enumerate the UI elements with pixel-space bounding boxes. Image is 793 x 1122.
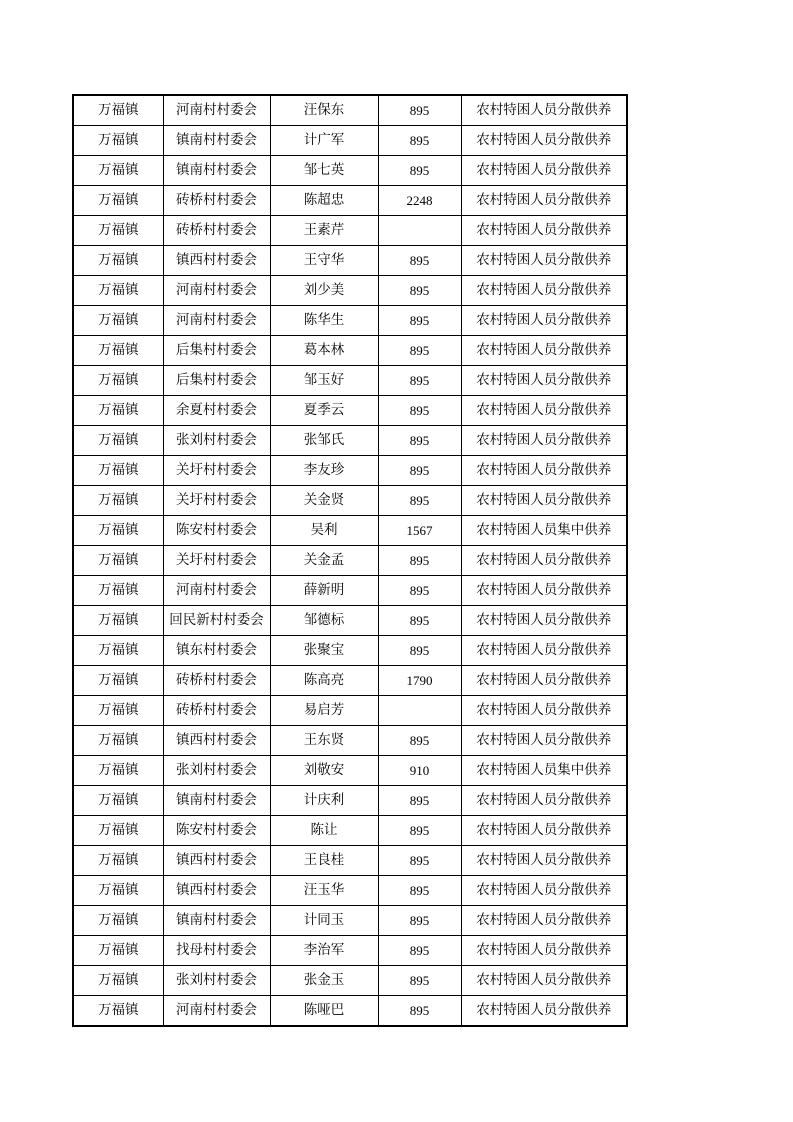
- village-cell: 镇西村村委会: [163, 246, 270, 276]
- table-row: [73, 366, 627, 396]
- category-cell: 农村特困人员分散供养: [461, 876, 627, 906]
- name-cell: 张金玉: [270, 966, 378, 996]
- table-row: [73, 156, 627, 186]
- amount-cell: [378, 216, 461, 246]
- category-cell: 农村特困人员分散供养: [461, 336, 627, 366]
- name-cell: 夏季云: [270, 396, 378, 426]
- category-cell: 农村特困人员分散供养: [461, 906, 627, 936]
- category-cell: 农村特困人员分散供养: [461, 426, 627, 456]
- name-cell: 刘敬安: [270, 756, 378, 786]
- table-row: [73, 456, 627, 486]
- name-cell: 计广军: [270, 126, 378, 156]
- relief-roster-body: [73, 95, 627, 1026]
- village-cell: 张刘村村委会: [163, 756, 270, 786]
- village-cell: 关圩村村委会: [163, 486, 270, 516]
- category-cell: 农村特困人员分散供养: [461, 576, 627, 606]
- village-cell: 镇南村村委会: [163, 906, 270, 936]
- amount-cell: 1567: [378, 516, 461, 546]
- village-cell: 河南村村委会: [163, 95, 270, 126]
- name-cell: 汪保东: [270, 95, 378, 126]
- town-cell: 万福镇: [73, 186, 163, 216]
- name-cell: 李友珍: [270, 456, 378, 486]
- amount-cell: 910: [378, 756, 461, 786]
- village-cell: 砖桥村村委会: [163, 696, 270, 726]
- town-cell: 万福镇: [73, 366, 163, 396]
- name-cell: 张邹氏: [270, 426, 378, 456]
- village-cell: 砖桥村村委会: [163, 216, 270, 246]
- table-row: [73, 576, 627, 606]
- category-cell: 农村特困人员分散供养: [461, 996, 627, 1027]
- village-cell: 镇西村村委会: [163, 726, 270, 756]
- category-cell: 农村特困人员分散供养: [461, 696, 627, 726]
- name-cell: 王东贤: [270, 726, 378, 756]
- category-cell: 农村特困人员分散供养: [461, 456, 627, 486]
- name-cell: 邹德标: [270, 606, 378, 636]
- category-cell: 农村特困人员分散供养: [461, 546, 627, 576]
- category-cell: 农村特困人员分散供养: [461, 726, 627, 756]
- village-cell: 镇南村村委会: [163, 156, 270, 186]
- amount-cell: 895: [378, 846, 461, 876]
- name-cell: 王素芹: [270, 216, 378, 246]
- table-row: [73, 786, 627, 816]
- category-cell: 农村特困人员分散供养: [461, 966, 627, 996]
- village-cell: 镇南村村委会: [163, 786, 270, 816]
- category-cell: 农村特困人员分散供养: [461, 666, 627, 696]
- town-cell: 万福镇: [73, 666, 163, 696]
- village-cell: 河南村村委会: [163, 276, 270, 306]
- amount-cell: 895: [378, 936, 461, 966]
- table-row: [73, 336, 627, 366]
- amount-cell: 895: [378, 456, 461, 486]
- village-cell: 河南村村委会: [163, 996, 270, 1027]
- name-cell: 陈哑巴: [270, 996, 378, 1027]
- name-cell: 吴利: [270, 516, 378, 546]
- amount-cell: 895: [378, 576, 461, 606]
- table-row: [73, 216, 627, 246]
- town-cell: 万福镇: [73, 876, 163, 906]
- town-cell: 万福镇: [73, 996, 163, 1027]
- name-cell: 汪玉华: [270, 876, 378, 906]
- name-cell: 刘少美: [270, 276, 378, 306]
- amount-cell: [378, 696, 461, 726]
- town-cell: 万福镇: [73, 756, 163, 786]
- table-row: [73, 726, 627, 756]
- village-cell: 河南村村委会: [163, 576, 270, 606]
- village-cell: 镇东村村委会: [163, 636, 270, 666]
- name-cell: 张聚宝: [270, 636, 378, 666]
- village-cell: 找母村村委会: [163, 936, 270, 966]
- name-cell: 陈让: [270, 816, 378, 846]
- village-cell: 张刘村村委会: [163, 966, 270, 996]
- table-row: [73, 426, 627, 456]
- village-cell: 回民新村村委会: [163, 606, 270, 636]
- town-cell: 万福镇: [73, 276, 163, 306]
- town-cell: 万福镇: [73, 396, 163, 426]
- town-cell: 万福镇: [73, 786, 163, 816]
- town-cell: 万福镇: [73, 636, 163, 666]
- name-cell: 王守华: [270, 246, 378, 276]
- town-cell: 万福镇: [73, 936, 163, 966]
- amount-cell: 895: [378, 786, 461, 816]
- table-row: [73, 696, 627, 726]
- category-cell: 农村特困人员分散供养: [461, 156, 627, 186]
- amount-cell: 895: [378, 636, 461, 666]
- amount-cell: 895: [378, 606, 461, 636]
- amount-cell: 895: [378, 876, 461, 906]
- name-cell: 陈华生: [270, 306, 378, 336]
- amount-cell: 895: [378, 546, 461, 576]
- category-cell: 农村特困人员分散供养: [461, 396, 627, 426]
- town-cell: 万福镇: [73, 156, 163, 186]
- town-cell: 万福镇: [73, 546, 163, 576]
- category-cell: 农村特困人员分散供养: [461, 126, 627, 156]
- relief-roster-table: [72, 94, 628, 1027]
- amount-cell: 895: [378, 996, 461, 1027]
- village-cell: 后集村村委会: [163, 366, 270, 396]
- name-cell: 计庆利: [270, 786, 378, 816]
- category-cell: 农村特困人员分散供养: [461, 846, 627, 876]
- town-cell: 万福镇: [73, 486, 163, 516]
- name-cell: 计同玉: [270, 906, 378, 936]
- town-cell: 万福镇: [73, 95, 163, 126]
- table-row: [73, 186, 627, 216]
- table-row: [73, 486, 627, 516]
- category-cell: 农村特困人员分散供养: [461, 246, 627, 276]
- table-row: [73, 666, 627, 696]
- amount-cell: 2248: [378, 186, 461, 216]
- name-cell: 关金孟: [270, 546, 378, 576]
- amount-cell: 895: [378, 336, 461, 366]
- category-cell: 农村特困人员分散供养: [461, 786, 627, 816]
- table-row: [73, 876, 627, 906]
- category-cell: 农村特困人员分散供养: [461, 486, 627, 516]
- village-cell: 后集村村委会: [163, 336, 270, 366]
- town-cell: 万福镇: [73, 726, 163, 756]
- name-cell: 邹七英: [270, 156, 378, 186]
- name-cell: 王良桂: [270, 846, 378, 876]
- table-row: [73, 966, 627, 996]
- village-cell: 张刘村村委会: [163, 426, 270, 456]
- village-cell: 陈安村村委会: [163, 516, 270, 546]
- village-cell: 余夏村村委会: [163, 396, 270, 426]
- table-row: [73, 546, 627, 576]
- amount-cell: 895: [378, 726, 461, 756]
- amount-cell: 895: [378, 366, 461, 396]
- amount-cell: 895: [378, 486, 461, 516]
- town-cell: 万福镇: [73, 846, 163, 876]
- category-cell: 农村特困人员分散供养: [461, 936, 627, 966]
- town-cell: 万福镇: [73, 576, 163, 606]
- town-cell: 万福镇: [73, 426, 163, 456]
- table-row: [73, 936, 627, 966]
- town-cell: 万福镇: [73, 246, 163, 276]
- town-cell: 万福镇: [73, 336, 163, 366]
- amount-cell: 895: [378, 966, 461, 996]
- village-cell: 镇西村村委会: [163, 846, 270, 876]
- name-cell: 李治军: [270, 936, 378, 966]
- table-row: [73, 516, 627, 546]
- village-cell: 关圩村村委会: [163, 546, 270, 576]
- amount-cell: 895: [378, 246, 461, 276]
- village-cell: 镇南村村委会: [163, 126, 270, 156]
- table-row: [73, 606, 627, 636]
- name-cell: 邹玉好: [270, 366, 378, 396]
- category-cell: 农村特困人员分散供养: [461, 95, 627, 126]
- amount-cell: 895: [378, 426, 461, 456]
- town-cell: 万福镇: [73, 306, 163, 336]
- village-cell: 镇西村村委会: [163, 876, 270, 906]
- amount-cell: 895: [378, 126, 461, 156]
- category-cell: 农村特困人员分散供养: [461, 306, 627, 336]
- amount-cell: 895: [378, 95, 461, 126]
- town-cell: 万福镇: [73, 816, 163, 846]
- category-cell: 农村特困人员分散供养: [461, 606, 627, 636]
- town-cell: 万福镇: [73, 606, 163, 636]
- town-cell: 万福镇: [73, 456, 163, 486]
- town-cell: 万福镇: [73, 516, 163, 546]
- table-row: [73, 846, 627, 876]
- amount-cell: 895: [378, 816, 461, 846]
- name-cell: 葛本林: [270, 336, 378, 366]
- village-cell: 河南村村委会: [163, 306, 270, 336]
- table-row: [73, 306, 627, 336]
- name-cell: 薛新明: [270, 576, 378, 606]
- table-row: [73, 816, 627, 846]
- table-row: [73, 95, 627, 126]
- table-row: [73, 996, 627, 1027]
- table-row: [73, 636, 627, 666]
- amount-cell: 895: [378, 156, 461, 186]
- table-row: [73, 126, 627, 156]
- category-cell: 农村特困人员集中供养: [461, 516, 627, 546]
- name-cell: 陈超忠: [270, 186, 378, 216]
- table-row: [73, 246, 627, 276]
- town-cell: 万福镇: [73, 696, 163, 726]
- village-cell: 砖桥村村委会: [163, 666, 270, 696]
- town-cell: 万福镇: [73, 216, 163, 246]
- town-cell: 万福镇: [73, 126, 163, 156]
- village-cell: 关圩村村委会: [163, 456, 270, 486]
- category-cell: 农村特困人员分散供养: [461, 276, 627, 306]
- table-row: [73, 756, 627, 786]
- name-cell: 易启芳: [270, 696, 378, 726]
- village-cell: 砖桥村村委会: [163, 186, 270, 216]
- amount-cell: 895: [378, 276, 461, 306]
- category-cell: 农村特困人员分散供养: [461, 216, 627, 246]
- category-cell: 农村特困人员分散供养: [461, 186, 627, 216]
- category-cell: 农村特困人员分散供养: [461, 366, 627, 396]
- category-cell: 农村特困人员分散供养: [461, 636, 627, 666]
- table-row: [73, 276, 627, 306]
- table-row: [73, 396, 627, 426]
- name-cell: 陈高亮: [270, 666, 378, 696]
- village-cell: 陈安村村委会: [163, 816, 270, 846]
- amount-cell: 895: [378, 906, 461, 936]
- category-cell: 农村特困人员集中供养: [461, 756, 627, 786]
- amount-cell: 1790: [378, 666, 461, 696]
- town-cell: 万福镇: [73, 966, 163, 996]
- amount-cell: 895: [378, 306, 461, 336]
- category-cell: 农村特困人员分散供养: [461, 816, 627, 846]
- name-cell: 关金贤: [270, 486, 378, 516]
- table-row: [73, 906, 627, 936]
- amount-cell: 895: [378, 396, 461, 426]
- town-cell: 万福镇: [73, 906, 163, 936]
